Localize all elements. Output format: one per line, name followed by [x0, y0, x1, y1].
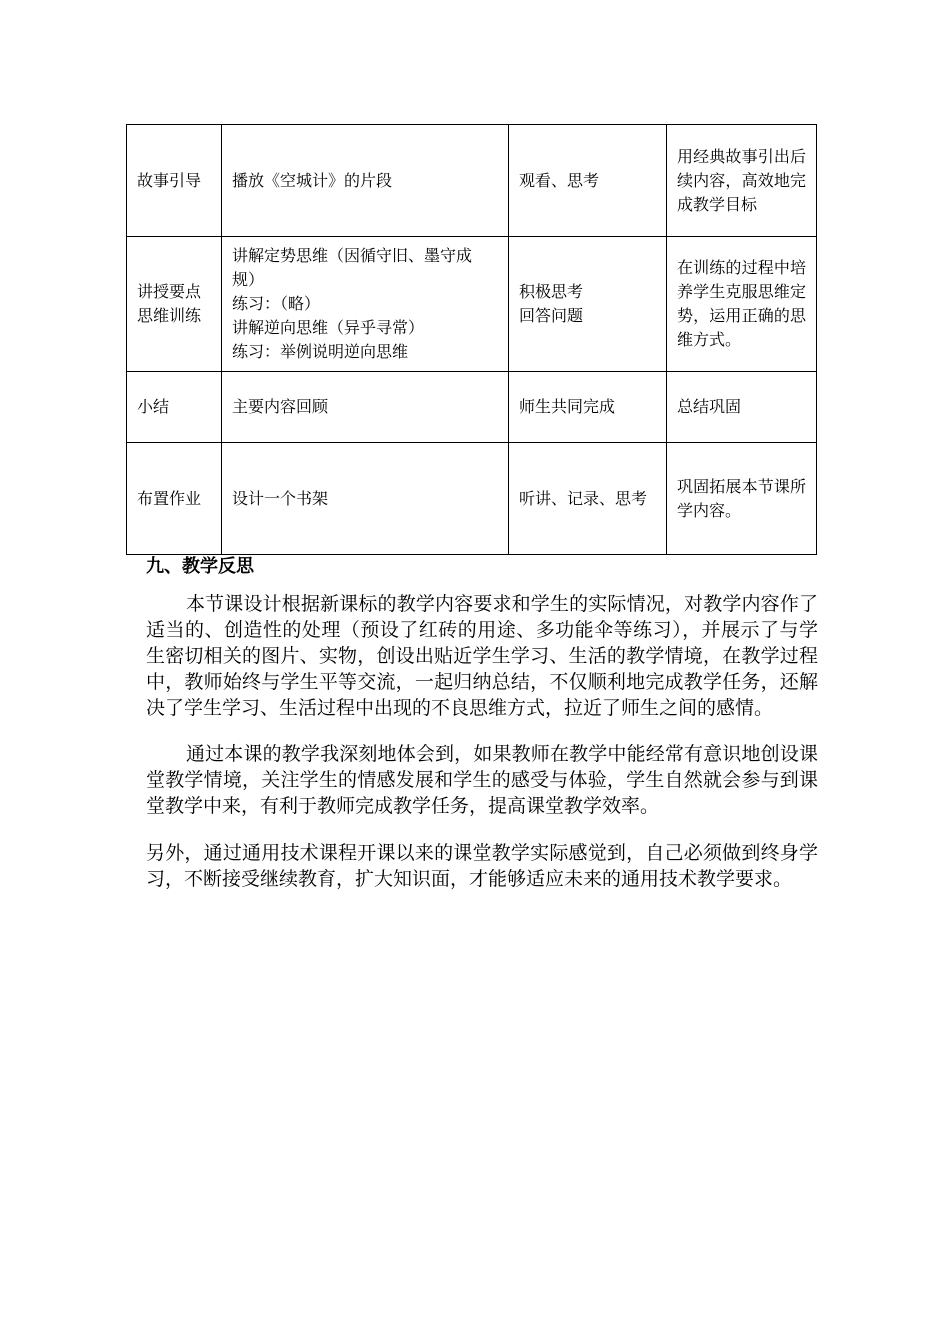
activity-cell: 积极思考 回答问题 [509, 237, 667, 372]
table-row [127, 237, 817, 372]
intent-cell: 巩固拓展本节课所学内容。 [667, 443, 817, 555]
content-cell: 讲解定势思维（因循守旧、墨守成规） 练习：（略） 讲解逆向思维（异乎寻常） 练习：举例说明逆向思维 [222, 237, 509, 372]
stage-cell: 故事引导 [127, 125, 222, 237]
content-cell: 主要内容回顾 [222, 372, 509, 443]
table-row [127, 443, 817, 555]
activity-cell: 师生共同完成 [509, 372, 667, 443]
activity-cell: 听讲、记录、思考 [509, 443, 667, 555]
stage-cell: 小结 [127, 372, 222, 443]
reflection-paragraph: 本节课设计根据新课标的教学内容要求和学生的实际情况，对教学内容作了适当的、创造性的处理（预设了红砖的用途、多功能伞等练习），并展示了与学生密切相关的图片、实物，创设出贴近学生学习、生活的教学情境，在教学过程中，教师始终与学生平等交流，一起归纳总结，不仅顺利地完成教学任务，还解决了学生学习、生活过程中出现的不良思维方式，拉近了师生之间的感情。 [146, 593, 818, 719]
content-cell: 设计一个书架 [222, 443, 509, 555]
activity-cell: 观看、思考 [509, 125, 667, 237]
lesson-plan-table [126, 124, 817, 555]
stage-cell: 布置作业 [127, 443, 222, 555]
table-row [127, 372, 817, 443]
section-heading: 九、教学反思 [146, 556, 254, 577]
intent-cell: 总结巩固 [667, 372, 817, 443]
table-row [127, 125, 817, 237]
intent-cell: 在训练的过程中培养学生克服思维定势，运用正确的思维方式。 [667, 237, 817, 372]
reflection-paragraph: 另外，通过通用技术课程开课以来的课堂教学实际感觉到，自己必须做到终身学习，不断接受继续教育，扩大知识面，才能够适应未来的通用技术教学要求。 [146, 842, 818, 890]
intent-cell: 用经典故事引出后续内容，高效地完成教学目标 [667, 125, 817, 237]
content-cell: 播放《空城计》的片段 [222, 125, 509, 237]
stage-cell: 讲授要点 思维训练 [127, 237, 222, 372]
reflection-paragraph: 通过本课的教学我深刻地体会到，如果教师在教学中能经常有意识地创设课堂教学情境，关注学生的情感发展和学生的感受与体验，学生自然就会参与到课堂教学中来，有利于教师完成教学任务，提高课堂教学效率。 [146, 743, 818, 817]
